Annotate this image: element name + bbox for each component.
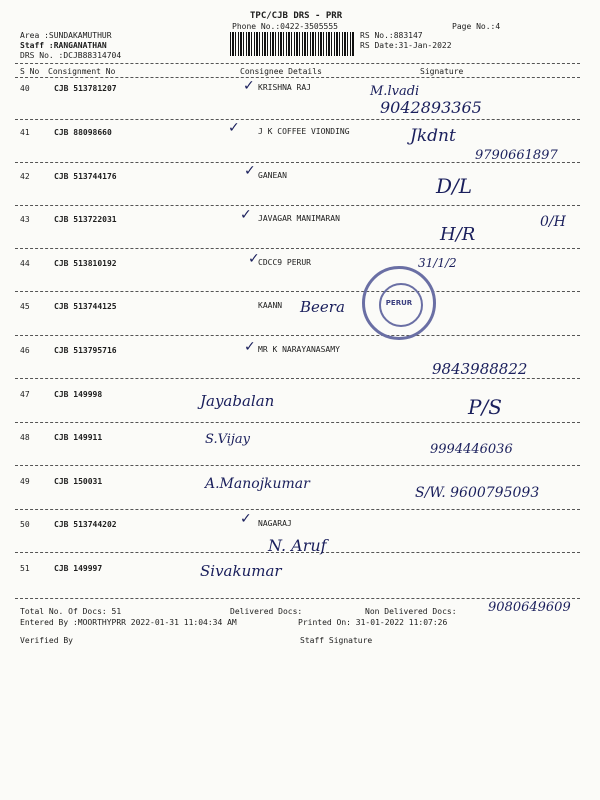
staff-label: Staff :RANGANATHAN <box>20 41 107 50</box>
divider <box>15 205 580 206</box>
tick-mark-icon: ✓ <box>240 207 252 223</box>
row-consignee: MR K NARAYANASAMY <box>258 345 340 354</box>
tick-mark-icon: ✓ <box>244 339 256 355</box>
row-consignee: KRISHNA RAJ <box>258 83 311 92</box>
row-consignment: CJB 513810192 <box>54 259 117 268</box>
handwritten-name: Jayabalan <box>200 392 275 410</box>
page-number: Page No.:4 <box>452 22 501 31</box>
row-consignee: GANEAN <box>258 171 287 180</box>
handwritten-note: H/R <box>440 224 476 245</box>
table-row <box>0 560 600 602</box>
tick-mark-icon: ✓ <box>240 511 252 527</box>
row-sno: 51 <box>20 564 30 573</box>
document-title: TPC/CJB DRS - PRR <box>250 11 343 21</box>
handwritten-signature: Jkdnt <box>410 126 456 146</box>
row-consignee: CDCC9 PERUR <box>258 258 311 267</box>
divider <box>15 63 580 64</box>
row-sno: 41 <box>20 128 30 137</box>
drs-number: DRS No. :DCJB88314704 <box>20 51 122 60</box>
row-sno: 44 <box>20 259 30 268</box>
printed-on: Printed On: 31-01-2022 11:07:26 <box>298 618 448 627</box>
handwritten-phone: S/W. 9600795093 <box>415 485 540 501</box>
row-sno: 47 <box>20 390 30 399</box>
divider <box>15 291 580 292</box>
row-sno: 45 <box>20 302 30 311</box>
row-consignment: CJB 149911 <box>54 433 103 442</box>
handwritten-name: Sivakumar <box>200 562 282 580</box>
non-delivered-docs: Non Delivered Docs: <box>365 607 457 616</box>
handwritten-phone: 9790661897 <box>475 148 558 163</box>
entered-by: Entered By :MOORTHYPRR 2022-01-31 11:04:34 AM <box>20 618 237 627</box>
row-consignee: J K COFFEE VIONDING <box>258 127 350 136</box>
col-signature: Signature <box>420 67 464 76</box>
row-consignment: CJB 149997 <box>54 564 103 573</box>
col-consignee: Consignee Details <box>240 67 322 76</box>
handwritten-name: S.Vijay <box>205 432 251 447</box>
divider <box>15 119 580 120</box>
staff-signature: Staff Signature <box>300 636 373 645</box>
handwritten-date: 31/1/2 <box>418 256 457 270</box>
table-row <box>0 80 600 122</box>
row-sno: 42 <box>20 172 30 181</box>
rs-number: RS No.:883147 <box>360 31 423 40</box>
phone-number: Phone No.:0422-3505555 <box>232 22 338 31</box>
row-consignment: CJB 513781207 <box>54 84 117 93</box>
row-consignment: CJB 513722031 <box>54 215 117 224</box>
tick-mark-icon: ✓ <box>228 120 240 136</box>
handwritten-signature: N. Aruf <box>268 536 327 555</box>
barcode <box>230 32 355 56</box>
row-consignee: JAVAGAR MANIMARAN <box>258 214 340 223</box>
tick-mark-icon: ✓ <box>243 78 255 94</box>
rs-date: RS Date:31-Jan-2022 <box>360 41 452 50</box>
handwritten-phone: 9080649609 <box>488 600 571 615</box>
row-sno: 48 <box>20 433 30 442</box>
divider <box>15 465 580 466</box>
row-sno: 50 <box>20 520 30 529</box>
verified-by: Verified By <box>20 636 73 645</box>
row-consignment: CJB 88098660 <box>54 128 112 137</box>
row-consignment: CJB 513744176 <box>54 172 117 181</box>
divider <box>15 422 580 423</box>
row-consignment: CJB 149998 <box>54 390 103 399</box>
area-label: Area :SUNDAKAMUTHUR <box>20 31 112 40</box>
divider <box>15 598 580 599</box>
stamp-text: PERUR <box>385 299 413 307</box>
row-sno: 49 <box>20 477 30 486</box>
row-sno: 40 <box>20 84 30 93</box>
row-sno: 46 <box>20 346 30 355</box>
handwritten-note: P/S <box>468 395 502 419</box>
table-row <box>0 211 600 253</box>
divider <box>15 77 580 78</box>
divider <box>15 378 580 379</box>
row-sno: 43 <box>20 215 30 224</box>
handwritten-phone: 9042893365 <box>380 98 482 117</box>
divider <box>15 335 580 336</box>
handwritten-phone: 9994446036 <box>430 442 513 457</box>
row-consignment: CJB 150031 <box>54 477 103 486</box>
col-sno: S No <box>20 67 40 76</box>
tick-mark-icon: ✓ <box>248 251 260 267</box>
handwritten-name: Beera <box>300 298 345 316</box>
divider <box>15 248 580 249</box>
tick-mark-icon: ✓ <box>244 163 256 179</box>
row-consignee: NAGARAJ <box>258 519 292 528</box>
col-consignment: Consignment No <box>48 67 116 76</box>
handwritten-name: M.lvadi <box>370 84 420 99</box>
divider <box>15 509 580 510</box>
handwritten-name: A.Manojkumar <box>205 476 310 492</box>
delivered-docs: Delivered Docs: <box>230 607 303 616</box>
total-docs: Total No. Of Docs: 51 <box>20 607 122 616</box>
handwritten-note: 0/H <box>540 214 566 230</box>
row-consignee: KAANN <box>258 301 283 310</box>
row-consignment: CJB 513744125 <box>54 302 117 311</box>
handwritten-phone: 9843988822 <box>432 360 528 378</box>
handwritten-note: D/L <box>436 174 473 198</box>
row-consignment: CJB 513744202 <box>54 520 117 529</box>
row-consignment: CJB 513795716 <box>54 346 117 355</box>
table-row <box>0 168 600 210</box>
rubber-stamp <box>362 266 436 340</box>
